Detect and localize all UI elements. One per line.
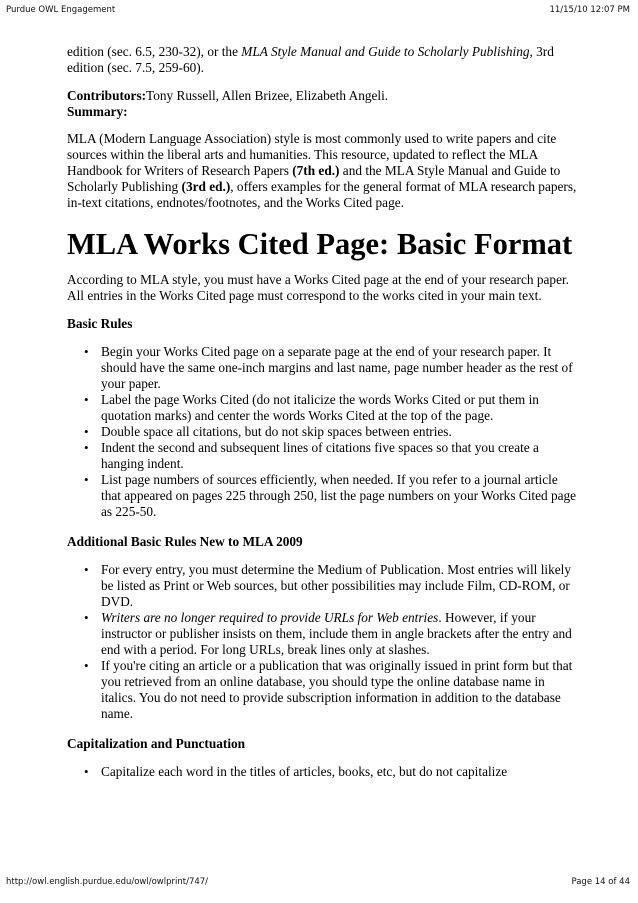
urls-note-text: . However, if your instructor or publisher insists on them, include them in angle brackets after the entry and end with a period. For long URLs, break lines only at slashes. <box>101 610 572 657</box>
intro-paragraph <box>67 44 577 76</box>
list-item: • List page numbers of sources efficiently, when needed. If you refer to a journal article that appeared on pages 225 through 250, list the page numbers on your Works Cited page as 225-50. <box>101 472 577 520</box>
summary-paragraph <box>67 131 577 211</box>
list-item: • If you're citing an article or a publication that was originally issued in print form but that you retrieved from an online database, you should type the online database name in italics. You do not need to provide subscription information in addition to the database name. <box>101 658 577 722</box>
summary-text-2: and the MLA Style Manual and Guide to Scholarly Publishing <box>67 163 561 194</box>
additional-rules-heading: Additional Basic Rules New to MLA 2009 <box>67 534 303 549</box>
summary-text-3: , offers examples for the general format of MLA research papers, in-text citations, endnotes/footnotes, and the Works Cited page. <box>67 179 577 210</box>
intro-text-2: , 3rd edition (sec. 7.5, 259-60). <box>67 44 554 75</box>
header-title: Purdue OWL Engagement <box>6 5 116 15</box>
additional-rules-list <box>67 562 577 722</box>
urls-note-italic: Writers are no longer required to provide URLs for Web entries <box>101 610 439 625</box>
summary-bold-2: (3rd ed.) <box>181 179 231 194</box>
basic-rules-list <box>67 344 577 520</box>
page-title: MLA Works Cited Page: Basic Format <box>67 227 573 261</box>
list-item: • Double space all citations, but do not skip spaces between entries. <box>101 424 577 440</box>
list-item: • Indent the second and subsequent lines of citations five spaces so that you create a hanging indent. <box>101 440 577 472</box>
footer-page-number: Page 14 of 44 <box>571 877 630 887</box>
document-body <box>67 44 577 794</box>
list-item <box>101 610 577 658</box>
summary-label <box>67 104 577 120</box>
list-item: • Capitalize each word in the titles of articles, books, etc, but do not capitalize <box>101 764 577 780</box>
basic-rules-heading: Basic Rules <box>67 316 133 331</box>
summary-bold-1: (7th ed.) <box>292 163 340 178</box>
contributors-names: Tony Russell, Allen Brizee, Elizabeth Angeli. <box>146 88 389 103</box>
capitalization-list <box>67 764 577 780</box>
intro-text-1: edition (sec. 6.5, 230-32), or the <box>67 44 242 59</box>
header-datetime: 11/15/10 12:07 PM <box>549 5 630 15</box>
list-item: • Begin your Works Cited page on a separate page at the end of your research paper. It should have the same one-inch margins and last name, page number header as the rest of your paper. <box>101 344 577 392</box>
list-item: • Label the page Works Cited (do not italicize the words Works Cited or put them in quotation marks) and center the words Works Cited at the top of the page. <box>101 392 577 424</box>
capitalization-heading: Capitalization and Punctuation <box>67 736 246 751</box>
list-item: • For every entry, you must determine the Medium of Publication. Most entries will likely be listed as Print or Web sources, but other possibilities may include Film, CD-ROM, or DVD. <box>101 562 577 610</box>
intro-italic: MLA Style Manual and Guide to Scholarly Publishing <box>241 44 530 59</box>
contributors-line <box>67 88 577 104</box>
footer-url: http://owl.english.purdue.edu/owl/owlprint/747/ <box>6 877 209 887</box>
summary-text-1: MLA (Modern Language Association) style is most commonly used to write papers and cite sources within the liberal arts and humanities. This resource, updated to reflect the MLA Handbook for Writers of Research Papers <box>67 131 557 178</box>
summary-label-text: Summary: <box>67 104 128 119</box>
according-paragraph: According to MLA style, you must have a Works Cited page at the end of your research paper. All entries in the Works Cited page must correspond to the works cited in your main text. <box>67 272 569 303</box>
contributors-label: Contributors: <box>67 88 147 103</box>
